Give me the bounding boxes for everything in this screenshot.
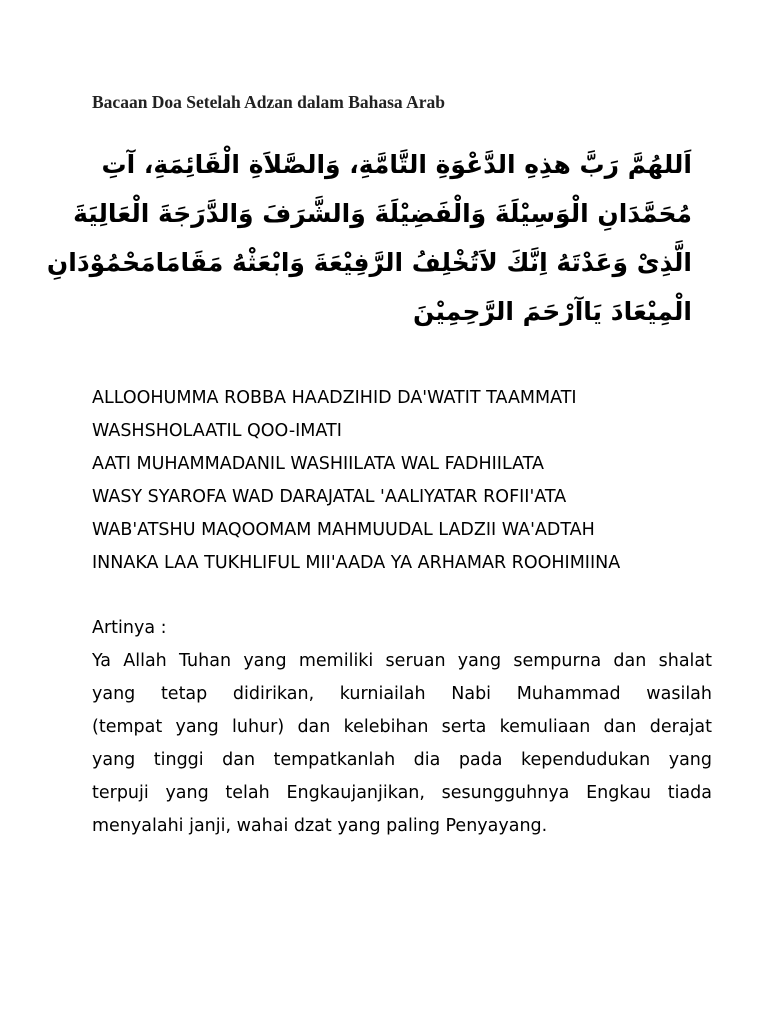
arabic-line: مُحَمَّدَانِ الْوَسِيْلَةَ وَالْفَضِيْلَةَ وَالشَّرَفَ وَالدَّرَجَةَ الْعَالِيَةَ (73, 199, 692, 228)
translation-line: (tempat yang luhur) dan kelebihan serta kemuliaan dan derajat (92, 717, 712, 737)
translation-line: yang tinggi dan tempatkanlah dia pada kependudukan yang (92, 750, 712, 770)
translation-label: Artinya : (92, 618, 167, 638)
translation-line: menyalahi janji, wahai dzat yang paling Penyayang. (92, 816, 548, 836)
page-title: Bacaan Doa Setelah Adzan dalam Bahasa Arab (92, 92, 445, 112)
translation-line: terpuji yang telah Engkaujanjikan, sesungguhnya Engkau tiada (92, 783, 712, 803)
transliteration-line: WASHSHOLAATIL QOO-IMATI (92, 421, 342, 441)
transliteration-line: AATI MUHAMMADANIL WASHIILATA WAL FADHIILATA (92, 454, 545, 474)
transliteration-line: INNAKA LAA TUKHLIFUL MII'AADA YA ARHAMAR ROOHIMIINA (92, 553, 621, 573)
arabic-prayer-text (46, 140, 692, 336)
arabic-line: اَللهُمَّ رَبَّ هذِهِ الدَّعْوَةِ التَّامَّةِ، وَالصَّلاَةِ الْقَائِمَةِ، آتِ (101, 150, 692, 179)
transliteration-line: ALLOOHUMMA ROBBA HAADZIHID DA'WATIT TAAMMATI (92, 388, 577, 408)
translation-section (92, 612, 712, 843)
transliteration-text (92, 382, 692, 580)
translation-line: yang tetap didirikan, kurniailah Nabi Muhammad wasilah (92, 684, 712, 704)
translation-line: Ya Allah Tuhan yang memiliki seruan yang sempurna dan shalat (92, 651, 712, 671)
transliteration-line: WAB'ATSHU MAQOOMAM MAHMUUDAL LADZII WA'ADTAH (92, 520, 595, 540)
arabic-line: الْمِيْعَادَ يَاآرْحَمَ الرَّحِمِيْنَ (412, 297, 692, 326)
transliteration-line: WASY SYAROFA WAD DARAJATAL 'AALIYATAR ROFII'ATA (92, 487, 567, 507)
arabic-line: الَّذِىْ وَعَدْتَهُ اِنَّكَ لاَتُخْلِفُ الرَّفِيْعَةَ وَابْعَثْهُ مَقَامَامَحْمُوْدَانِ (46, 248, 692, 277)
